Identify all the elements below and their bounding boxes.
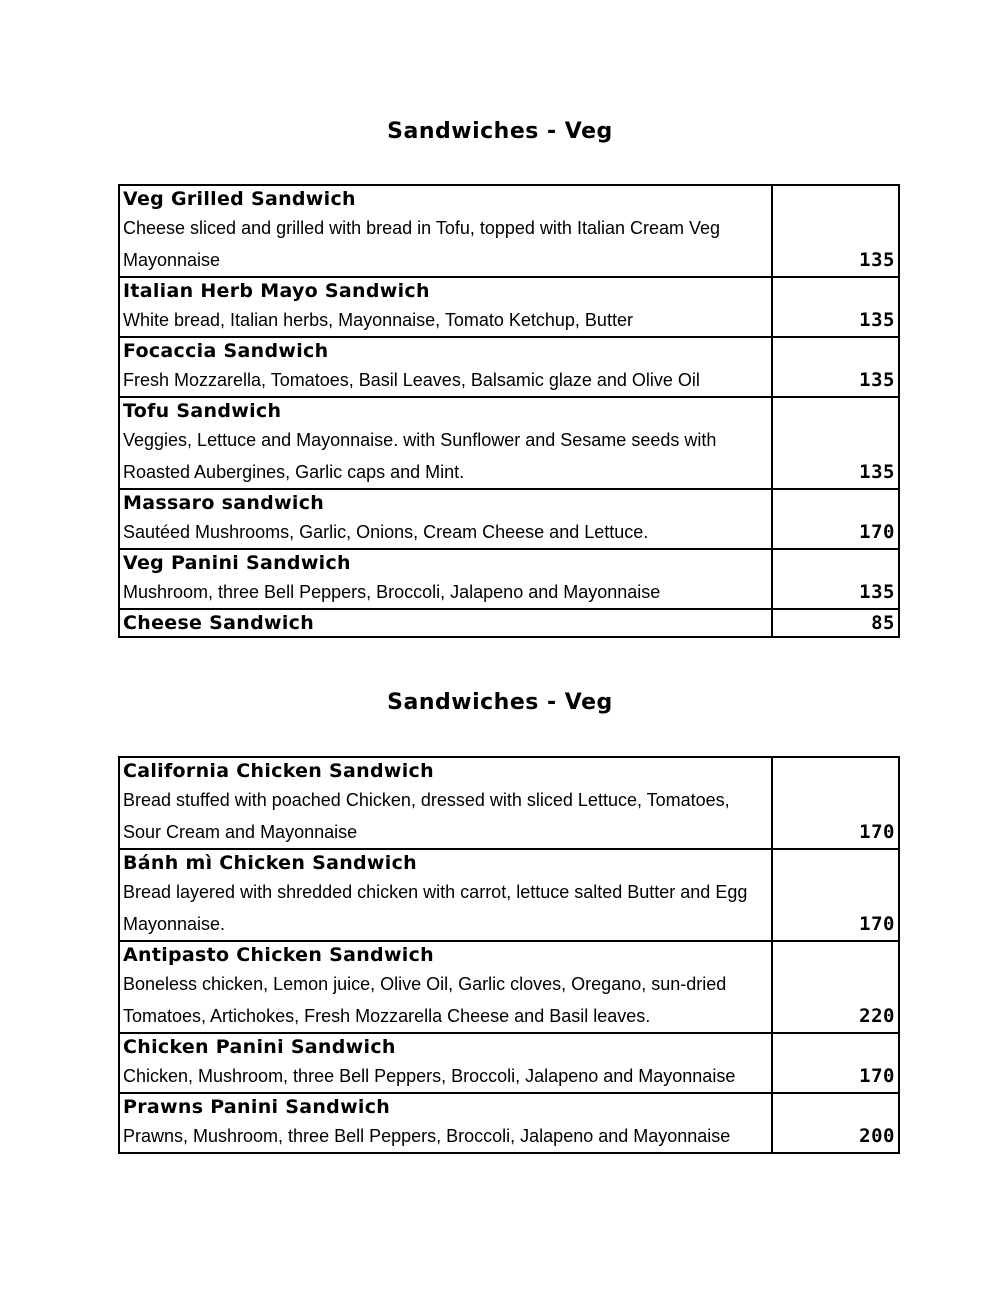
item-name: Tofu Sandwich: [123, 400, 282, 422]
item-name: Chicken Panini Sandwich: [123, 1036, 396, 1058]
menu-row: [119, 1033, 899, 1093]
menu-row: [119, 849, 899, 941]
item-info-cell: [119, 941, 772, 1033]
item-price-cell: [772, 1093, 899, 1153]
item-name: California Chicken Sandwich: [123, 760, 434, 782]
item-description: Fresh Mozzarella, Tomatoes, Basil Leaves, Balsamic glaze and Olive Oil: [123, 370, 700, 390]
menu-row: [119, 1093, 899, 1153]
item-name: Cheese Sandwich: [123, 612, 315, 634]
item-info-cell: [119, 609, 772, 637]
item-price: 170: [859, 521, 895, 543]
veg-menu-table: [118, 184, 900, 638]
chicken-menu-table: [118, 756, 900, 1154]
item-description: Chicken, Mushroom, three Bell Peppers, Broccoli, Jalapeno and Mayonnaise: [123, 1066, 736, 1086]
menu-row: [119, 277, 899, 337]
item-name: Massaro sandwich: [123, 492, 325, 514]
item-description: Mushroom, three Bell Peppers, Broccoli, Jalapeno and Mayonnaise: [123, 582, 661, 602]
item-info-cell: [119, 489, 772, 549]
item-info-cell: [119, 337, 772, 397]
menu-row: [119, 185, 899, 277]
menu-row: [119, 941, 899, 1033]
item-price-cell: [772, 849, 899, 941]
item-price: 135: [859, 461, 895, 483]
menu-row: [119, 397, 899, 489]
item-price-cell: [772, 489, 899, 549]
item-description: Prawns, Mushroom, three Bell Peppers, Broccoli, Jalapeno and Mayonnaise: [123, 1126, 731, 1146]
item-price: 200: [859, 1125, 895, 1147]
item-price-cell: [772, 185, 899, 277]
item-info-cell: [119, 397, 772, 489]
item-info-cell: [119, 757, 772, 849]
item-description: Cheese sliced and grilled with bread in Tofu, topped with Italian Cream Veg Mayonnaise: [123, 218, 721, 270]
item-description: Bread stuffed with poached Chicken, dressed with sliced Lettuce, Tomatoes, Sour Cream and Mayonnaise: [123, 790, 730, 842]
item-info-cell: [119, 1093, 772, 1153]
menu-row: [119, 757, 899, 849]
item-name: Italian Herb Mayo Sandwich: [123, 280, 430, 302]
menu-row: [119, 549, 899, 609]
item-description: Veggies, Lettuce and Mayonnaise. with Sunflower and Sesame seeds with Roasted Aubergines, Garlic caps and Mint.: [123, 430, 717, 482]
section-title-nonveg: Sandwiches - Veg: [387, 690, 613, 715]
item-price: 170: [859, 1065, 895, 1087]
item-info-cell: [119, 1033, 772, 1093]
item-price: 170: [859, 821, 895, 843]
item-price-cell: [772, 757, 899, 849]
item-name: Veg Panini Sandwich: [123, 552, 351, 574]
menu-row: [119, 337, 899, 397]
item-price-cell: [772, 277, 899, 337]
item-name: Focaccia Sandwich: [123, 340, 329, 362]
item-price: 135: [859, 309, 895, 331]
item-price-cell: [772, 549, 899, 609]
item-name: Antipasto Chicken Sandwich: [123, 944, 434, 966]
item-price-cell: [772, 941, 899, 1033]
item-price: 85: [871, 612, 895, 634]
item-description: Bread layered with shredded chicken with carrot, lettuce salted Butter and Egg Mayonnaise.: [123, 882, 748, 934]
item-price: 135: [859, 249, 895, 271]
item-price: 170: [859, 913, 895, 935]
item-price-cell: [772, 397, 899, 489]
item-info-cell: [119, 185, 772, 277]
item-price: 220: [859, 1005, 895, 1027]
menu-row: [119, 609, 899, 637]
item-name: Veg Grilled Sandwich: [123, 188, 356, 210]
item-price-cell: [772, 609, 899, 637]
item-name: Bánh mì Chicken Sandwich: [123, 852, 417, 874]
item-price-cell: [772, 1033, 899, 1093]
item-info-cell: [119, 277, 772, 337]
item-price: 135: [859, 369, 895, 391]
item-price: 135: [859, 581, 895, 603]
section-title-veg: Sandwiches - Veg: [387, 119, 613, 144]
item-description: Boneless chicken, Lemon juice, Olive Oil, Garlic cloves, Oregano, sun-dried Tomatoes, Artichokes, Fresh Mozzarella Cheese and Basil leaves.: [123, 974, 727, 1026]
item-description: Sautéed Mushrooms, Garlic, Onions, Cream Cheese and Lettuce.: [123, 522, 649, 542]
item-info-cell: [119, 549, 772, 609]
item-description: White bread, Italian herbs, Mayonnaise, Tomato Ketchup, Butter: [123, 310, 633, 330]
menu-row: [119, 489, 899, 549]
item-name: Prawns Panini Sandwich: [123, 1096, 391, 1118]
item-price-cell: [772, 337, 899, 397]
item-info-cell: [119, 849, 772, 941]
